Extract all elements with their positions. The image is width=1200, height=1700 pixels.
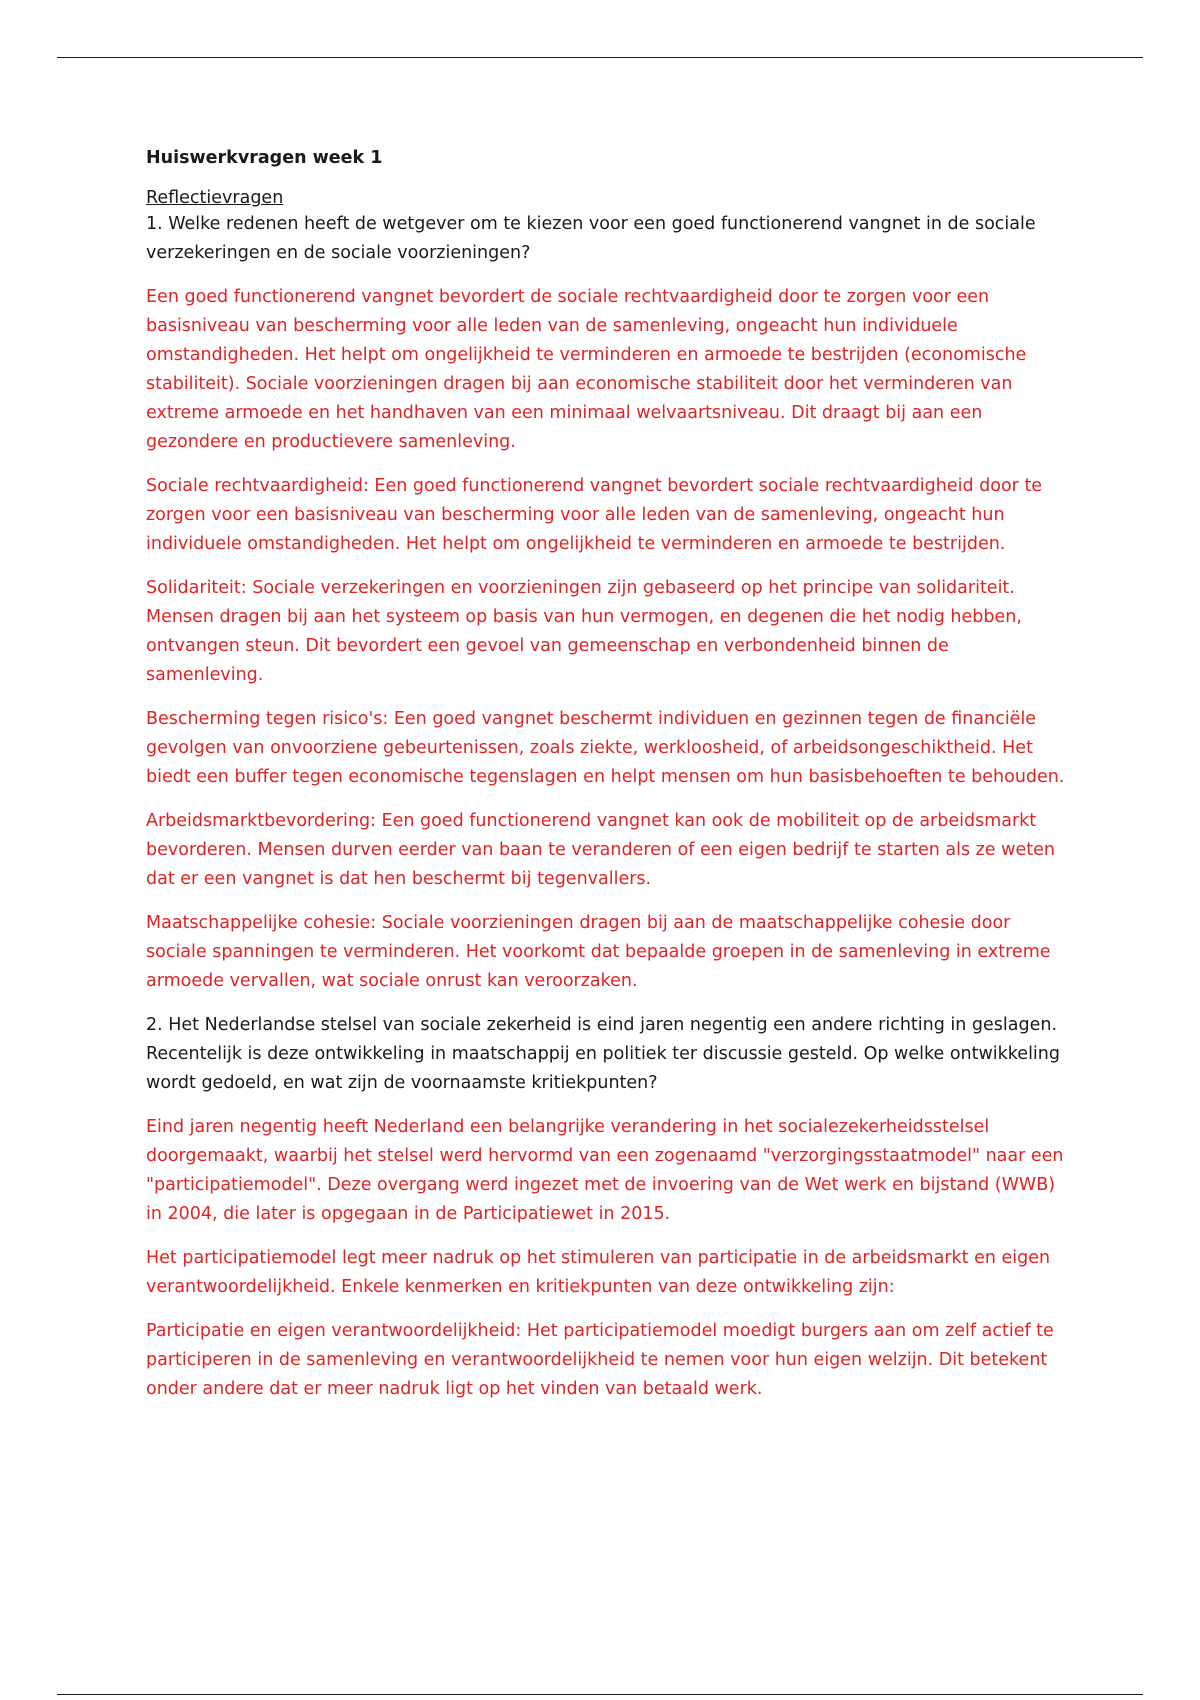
answer-paragraph: Arbeidsmarktbevordering: Een goed functionerend vangnet kan ook de mobiliteit op de arbeidsmarkt bevorderen. Mensen durven eerder van baan te veranderen of een eigen bedrijf te starten als ze weten dat er een vangnet is dat hen beschermt bij tegenvallers. [146,811,1055,889]
answer-paragraph: Solidariteit: Sociale verzekeringen en voorzieningen zijn gebaseerd op het principe van solidariteit. Mensen dragen bij aan het systeem op basis van hun vermogen, en degenen die het nodig hebben, ontvangen steun. Dit bevordert een gevoel van gemeenschap en verbondenheid binnen de samenleving. [146,578,1022,685]
answer-paragraph: Een goed functionerend vangnet bevordert de sociale rechtvaardigheid door te zorgen voor een basisniveau van bescherming voor alle leden van de samenleving, ongeacht hun individuele omstandigheden. Het helpt om ongelijkheid te verminderen en armoede te bestrijden (economische stabiliteit). Sociale voorzieningen dragen bij aan economische stabiliteit door het verminderen van extreme armoede en het handhaven van een minimaal welvaartsniveau. Dit draagt bij aan een gezondere en productievere samenleving. [146,287,1027,452]
answer-paragraph: Participatie en eigen verantwoordelijkheid: Het participatiemodel moedigt burgers aan om zelf actief te participeren in de samenleving en verantwoordelijkheid te nemen voor hun eigen welzijn. Dit betekent onder andere dat er meer nadruk ligt op het vinden van betaald werk. [146,1321,1054,1399]
document-body [146,146,1066,1419]
answer-paragraph: Bescherming tegen risico's: Een goed vangnet beschermt individuen en gezinnen tegen de financiële gevolgen van onvoorziene gebeurtenissen, zoals ziekte, werkloosheid, of arbeidsongeschiktheid. Het biedt een buffer tegen economische tegenslagen en helpt mensen om hun basisbehoeften te behouden. [146,709,1065,787]
answer-paragraph: Sociale rechtvaardigheid: Een goed functionerend vangnet bevordert sociale rechtvaardigheid door te zorgen voor een basisniveau van bescherming voor alle leden van de samenleving, ongeacht hun individuele omstandigheden. Het helpt om ongelijkheid te verminderen en armoede te bestrijden. [146,476,1043,554]
answer-paragraph: Het participatiemodel legt meer nadruk op het stimuleren van participatie in de arbeidsmarkt en eigen verantwoordelijkheid. Enkele kenmerken en kritiekpunten van deze ontwikkeling zijn: [146,1248,1051,1297]
document-title: Huiswerkvragen week 1 [146,148,383,168]
footer-rule [57,1694,1143,1695]
question-1: 1. Welke redenen heeft de wetgever om te kiezen voor een goed functionerend vangnet in de sociale verzekeringen en de sociale voorzieningen? [146,214,1036,263]
answer-paragraph: Eind jaren negentig heeft Nederland een belangrijke verandering in het socialezekerheidsstelsel doorgemaakt, waarbij het stelsel werd hervormd van een zogenaamd "verzorgingsstaatmodel" naar een "participatiemodel". Deze overgang werd ingezet met de invoering van de Wet werk en bijstand (WWB) in 2004, die later is opgegaan in de Participatiewet in 2015. [146,1117,1064,1224]
answer-paragraph: Maatschappelijke cohesie: Sociale voorzieningen dragen bij aan de maatschappelijke cohesie door sociale spanningen te verminderen. Het voorkomt dat bepaalde groepen in de samenleving in extreme armoede vervallen, wat sociale onrust kan veroorzaken. [146,913,1051,991]
section-heading: Reflectievragen [146,188,284,208]
question-2: 2. Het Nederlandse stelsel van sociale zekerheid is eind jaren negentig een andere richting in geslagen. Recentelijk is deze ontwikkeling in maatschappij en politiek ter discussie gesteld. Op welke ontwikkeling wordt gedoeld, en wat zijn de voornaamste kritiekpunten? [146,1015,1060,1093]
header-rule [57,57,1143,58]
